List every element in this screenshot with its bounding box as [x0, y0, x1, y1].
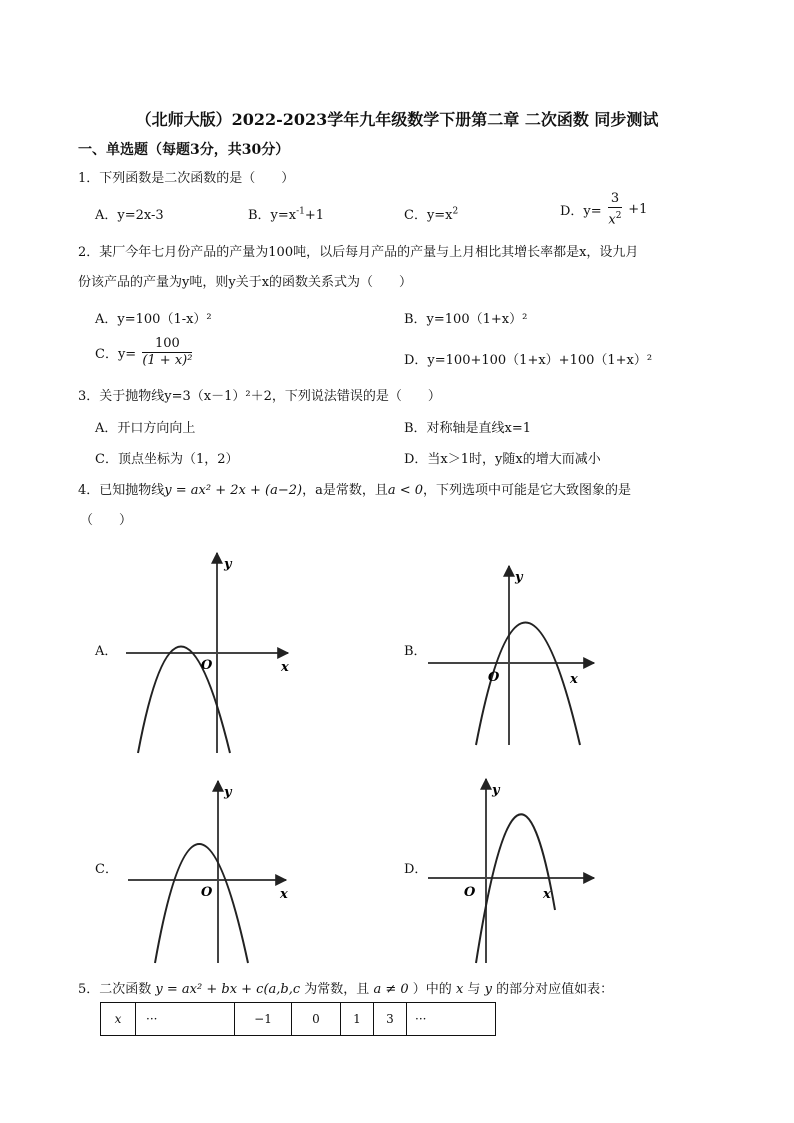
q1-option-d: D．y= $\frac{3}{x^2}$ +1	[560, 191, 648, 228]
axis-x-label: x	[280, 887, 288, 902]
axis-y-label: y	[224, 557, 232, 572]
axis-x-label: x	[281, 660, 289, 675]
question-4-paren: （ ）	[80, 513, 133, 528]
table-cell: x	[101, 1003, 136, 1036]
q4-graph-c	[120, 775, 300, 965]
origin-label: O	[488, 670, 500, 685]
axis-y-label: y	[515, 570, 523, 585]
q2-option-b: B．y=100（1+x）²	[404, 312, 528, 327]
origin-label: O	[201, 885, 213, 900]
table-cell: 3	[374, 1003, 407, 1036]
axis-x-label: x	[543, 887, 551, 902]
table-cell: 0	[292, 1003, 341, 1036]
parabola-curve	[155, 844, 248, 963]
axis-y-label: y	[224, 785, 232, 800]
table-cell: ···	[136, 1003, 235, 1036]
table-cell: 1	[341, 1003, 374, 1036]
question-3-stem: 3．关于抛物线y=3（x－1）²＋2，下列说法错误的是（ ）	[78, 389, 441, 404]
q2-option-c: C．y= $\frac{100}{\text{(1 + x)²}}$	[95, 336, 193, 368]
q4-option-a-label: A．	[95, 644, 118, 659]
origin-label: O	[464, 885, 476, 900]
q2-option-d: D．y=100+100（1+x）+100（1+x）²	[404, 353, 653, 368]
q1-option-a: A．y=2x-3	[95, 208, 164, 223]
q2-option-a: A．y=100（1-x）²	[95, 312, 212, 327]
q4-graph-d	[426, 775, 606, 965]
question-5-stem: 5．二次函数 y = ax² + bx + c(a,b,c 为常数，且 a ≠ 0 ）中的 x 与 y 的部分对应值如表：	[78, 982, 614, 997]
question-1-stem: 1．下列函数是二次函数的是（ ）	[78, 171, 295, 186]
q1-option-c: C．$y=x^2$	[404, 206, 459, 223]
question-4-stem: 4．已知抛物线y = ax² + 2x + (a−2)，a是常数，且a < 0，下列选项中可能是它大致图象的是	[78, 483, 632, 498]
q3-option-b: B．对称轴是直线x=1	[404, 421, 532, 436]
table-row	[101, 1003, 496, 1036]
axis-y-label: y	[492, 783, 500, 798]
q4-graph-b	[426, 560, 606, 750]
question-2-stem-line1: 2．某厂今年七月份产品的产量为100吨，以后每月产品的产量与上月相比其增长率都是x，设九月	[78, 245, 639, 260]
question-2-stem-line2: 份该产品的产量为y吨，则y关于x的函数关系式为（ ）	[78, 275, 413, 290]
page-title: （北师大版）2022-2023学年九年级数学下册第二章 二次函数 同步测试	[135, 110, 659, 129]
q3-option-a: A．开口方向向上	[95, 421, 196, 436]
q3-option-d: D．当x＞1时，y随x的增大而减小	[404, 452, 601, 467]
table-cell: ···	[407, 1003, 496, 1036]
q4-option-d-label: D．	[404, 862, 428, 877]
q4-option-c-label: C．	[95, 862, 118, 877]
axis-x-label: x	[570, 672, 578, 687]
q5-value-table	[100, 1002, 496, 1036]
section-heading: 一、单选题（每题3分，共30分）	[78, 142, 290, 158]
q4-graph-a	[120, 545, 300, 755]
q1-option-b: B．$y=x^{-1}+1$	[248, 206, 325, 223]
q4-option-b-label: B．	[404, 644, 427, 659]
table-cell: −1	[235, 1003, 292, 1036]
q3-option-c: C．顶点坐标为（1，2）	[95, 452, 239, 467]
origin-label: O	[201, 658, 213, 673]
